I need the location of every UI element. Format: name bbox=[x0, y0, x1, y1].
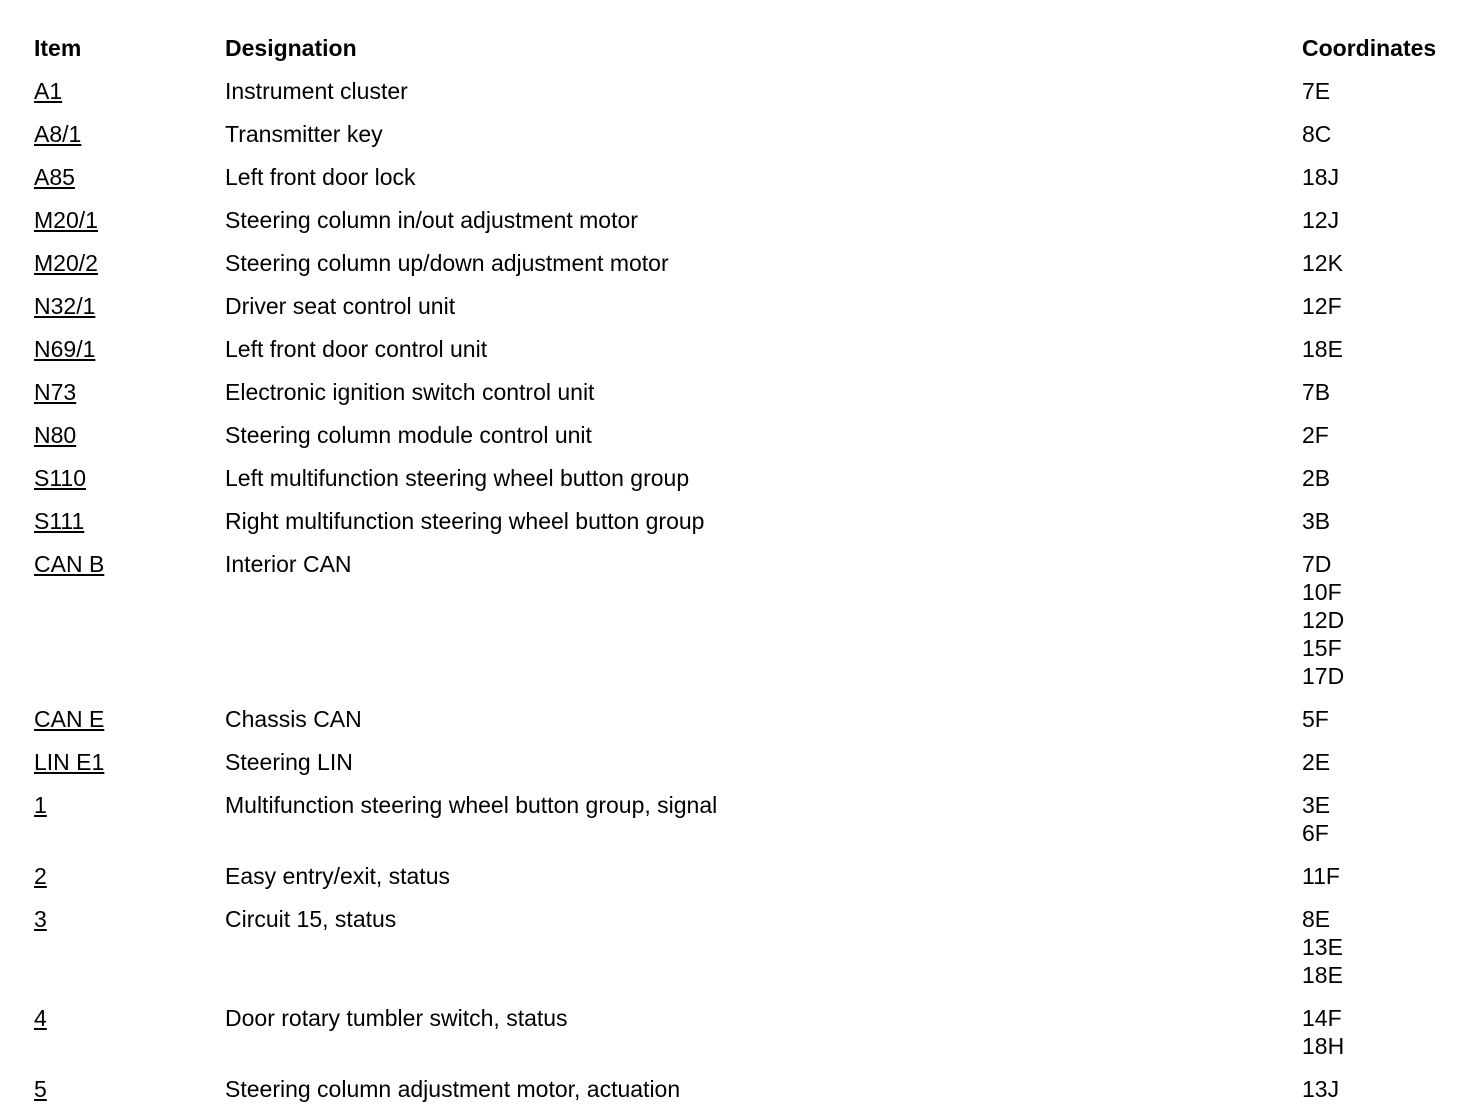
item-cell bbox=[34, 905, 225, 933]
coordinate-value: 17D bbox=[1302, 663, 1345, 689]
item-link[interactable]: CAN B bbox=[34, 551, 105, 577]
table-row bbox=[34, 549, 1464, 704]
coordinate-value: 7B bbox=[1302, 379, 1331, 405]
coordinates-cell bbox=[1302, 1075, 1464, 1103]
coordinate-value: 7D bbox=[1302, 551, 1332, 577]
item-cell bbox=[34, 163, 225, 191]
coordinate-value: 12J bbox=[1302, 207, 1340, 233]
coordinate-value: 7E bbox=[1302, 78, 1331, 104]
table-row bbox=[34, 119, 1464, 162]
coordinates-cell bbox=[1302, 507, 1464, 535]
item-cell bbox=[34, 206, 225, 234]
item-link[interactable]: N73 bbox=[34, 379, 77, 405]
designation-cell: Door rotary tumbler switch, status bbox=[225, 1005, 568, 1031]
item-link[interactable]: 3 bbox=[34, 906, 47, 932]
coordinate-value: 10F bbox=[1302, 579, 1342, 605]
item-link[interactable]: 2 bbox=[34, 863, 47, 889]
table-row bbox=[34, 790, 1464, 861]
coordinates-cell bbox=[1302, 550, 1464, 690]
item-cell bbox=[34, 1004, 225, 1032]
item-link[interactable]: S111 bbox=[34, 508, 85, 534]
designation-cell: Left front door lock bbox=[225, 164, 416, 190]
item-link[interactable]: N69/1 bbox=[34, 336, 96, 362]
item-link[interactable]: N32/1 bbox=[34, 293, 96, 319]
coordinates-cell bbox=[1302, 249, 1464, 277]
coordinates-cell bbox=[1302, 292, 1464, 320]
coordinate-value: 18E bbox=[1302, 336, 1343, 362]
table-row bbox=[34, 205, 1464, 248]
designation-cell: Circuit 15, status bbox=[225, 906, 397, 932]
designation-cell: Steering column up/down adjustment motor bbox=[225, 250, 669, 276]
coordinate-value: 13E bbox=[1302, 934, 1343, 960]
item-cell bbox=[34, 120, 225, 148]
item-link[interactable]: 1 bbox=[34, 792, 47, 818]
coordinates-cell bbox=[1302, 862, 1464, 890]
coordinates-cell bbox=[1302, 335, 1464, 363]
table-row bbox=[34, 704, 1464, 747]
coordinates-cell bbox=[1302, 206, 1464, 234]
item-link[interactable]: A8/1 bbox=[34, 121, 82, 147]
designation-cell: Left multifunction steering wheel button group bbox=[225, 465, 690, 491]
item-cell bbox=[34, 464, 225, 492]
table-row bbox=[34, 377, 1464, 420]
table-row bbox=[34, 1003, 1464, 1074]
item-link[interactable]: N80 bbox=[34, 422, 77, 448]
table-row bbox=[34, 334, 1464, 377]
designation-cell: Steering column adjustment motor, actuation bbox=[225, 1076, 681, 1102]
coordinate-value: 6F bbox=[1302, 820, 1329, 846]
coordinates-cell bbox=[1302, 748, 1464, 776]
designation-cell: Steering column module control unit bbox=[225, 422, 592, 448]
table-row bbox=[34, 463, 1464, 506]
designation-cell: Multifunction steering wheel button group, signal bbox=[225, 792, 718, 818]
table-row bbox=[34, 162, 1464, 205]
designation-cell: Steering column in/out adjustment motor bbox=[225, 207, 638, 233]
item-link[interactable]: M20/2 bbox=[34, 250, 98, 276]
table-row bbox=[34, 861, 1464, 904]
coordinate-value: 18J bbox=[1302, 164, 1340, 190]
coordinate-value: 15F bbox=[1302, 635, 1342, 661]
header-item: Item bbox=[34, 35, 82, 61]
coordinates-cell bbox=[1302, 791, 1464, 847]
item-cell bbox=[34, 335, 225, 363]
designation-cell: Transmitter key bbox=[225, 121, 383, 147]
table-header-row bbox=[34, 34, 1464, 76]
item-link[interactable]: A1 bbox=[34, 78, 63, 104]
coordinates-cell bbox=[1302, 464, 1464, 492]
coordinate-value: 12K bbox=[1302, 250, 1343, 276]
item-cell bbox=[34, 705, 225, 733]
item-link[interactable]: S110 bbox=[34, 465, 87, 491]
item-link[interactable]: 5 bbox=[34, 1076, 47, 1102]
table-row bbox=[34, 76, 1464, 119]
item-link[interactable]: 4 bbox=[34, 1005, 47, 1031]
designation-cell: Interior CAN bbox=[225, 551, 352, 577]
coordinate-value: 8C bbox=[1302, 121, 1332, 147]
coordinate-value: 5F bbox=[1302, 706, 1329, 732]
coordinate-value: 3B bbox=[1302, 508, 1331, 534]
coordinate-value: 2E bbox=[1302, 749, 1331, 775]
coordinates-cell bbox=[1302, 163, 1464, 191]
table-row bbox=[34, 291, 1464, 334]
designation-cell: Left front door control unit bbox=[225, 336, 488, 362]
header-designation: Designation bbox=[225, 35, 357, 61]
table-row bbox=[34, 747, 1464, 790]
header-coordinates: Coordinates bbox=[1302, 35, 1437, 61]
item-cell bbox=[34, 862, 225, 890]
legend-table bbox=[34, 34, 1464, 1117]
coordinate-value: 12F bbox=[1302, 293, 1342, 319]
coordinate-value: 3E bbox=[1302, 792, 1331, 818]
item-cell bbox=[34, 378, 225, 406]
table-row bbox=[34, 1074, 1464, 1117]
coordinate-value: 13J bbox=[1302, 1076, 1340, 1102]
coordinate-value: 8E bbox=[1302, 906, 1331, 932]
coordinate-value: 2F bbox=[1302, 422, 1329, 448]
coordinate-value: 14F bbox=[1302, 1005, 1342, 1031]
coordinates-cell bbox=[1302, 1004, 1464, 1060]
designation-cell: Instrument cluster bbox=[225, 78, 408, 104]
coordinate-value: 18H bbox=[1302, 1033, 1345, 1059]
item-link[interactable]: M20/1 bbox=[34, 207, 98, 233]
item-link[interactable]: A85 bbox=[34, 164, 75, 190]
item-cell bbox=[34, 1075, 225, 1103]
coordinates-cell bbox=[1302, 705, 1464, 733]
coordinates-cell bbox=[1302, 378, 1464, 406]
item-link[interactable]: LIN E1 bbox=[34, 749, 105, 775]
table-row bbox=[34, 420, 1464, 463]
table-row bbox=[34, 248, 1464, 291]
designation-cell: Electronic ignition switch control unit bbox=[225, 379, 595, 405]
item-cell bbox=[34, 77, 225, 105]
item-cell bbox=[34, 550, 225, 578]
table-body bbox=[34, 76, 1464, 1117]
designation-cell: Right multifunction steering wheel button group bbox=[225, 508, 705, 534]
coordinate-value: 2B bbox=[1302, 465, 1331, 491]
item-link[interactable]: CAN E bbox=[34, 706, 105, 732]
item-cell bbox=[34, 748, 225, 776]
coordinate-value: 12D bbox=[1302, 607, 1345, 633]
table-row bbox=[34, 506, 1464, 549]
table-row bbox=[34, 904, 1464, 1003]
item-cell bbox=[34, 507, 225, 535]
item-cell bbox=[34, 249, 225, 277]
coordinates-cell bbox=[1302, 421, 1464, 449]
coordinate-value: 11F bbox=[1302, 863, 1340, 889]
coordinates-cell bbox=[1302, 905, 1464, 989]
designation-cell: Driver seat control unit bbox=[225, 293, 456, 319]
coordinates-cell bbox=[1302, 77, 1464, 105]
designation-cell: Easy entry/exit, status bbox=[225, 863, 450, 889]
item-cell bbox=[34, 421, 225, 449]
designation-cell: Steering LIN bbox=[225, 749, 353, 775]
item-cell bbox=[34, 292, 225, 320]
coordinate-value: 18E bbox=[1302, 962, 1343, 988]
item-cell bbox=[34, 791, 225, 819]
coordinates-cell bbox=[1302, 120, 1464, 148]
designation-cell: Chassis CAN bbox=[225, 706, 362, 732]
